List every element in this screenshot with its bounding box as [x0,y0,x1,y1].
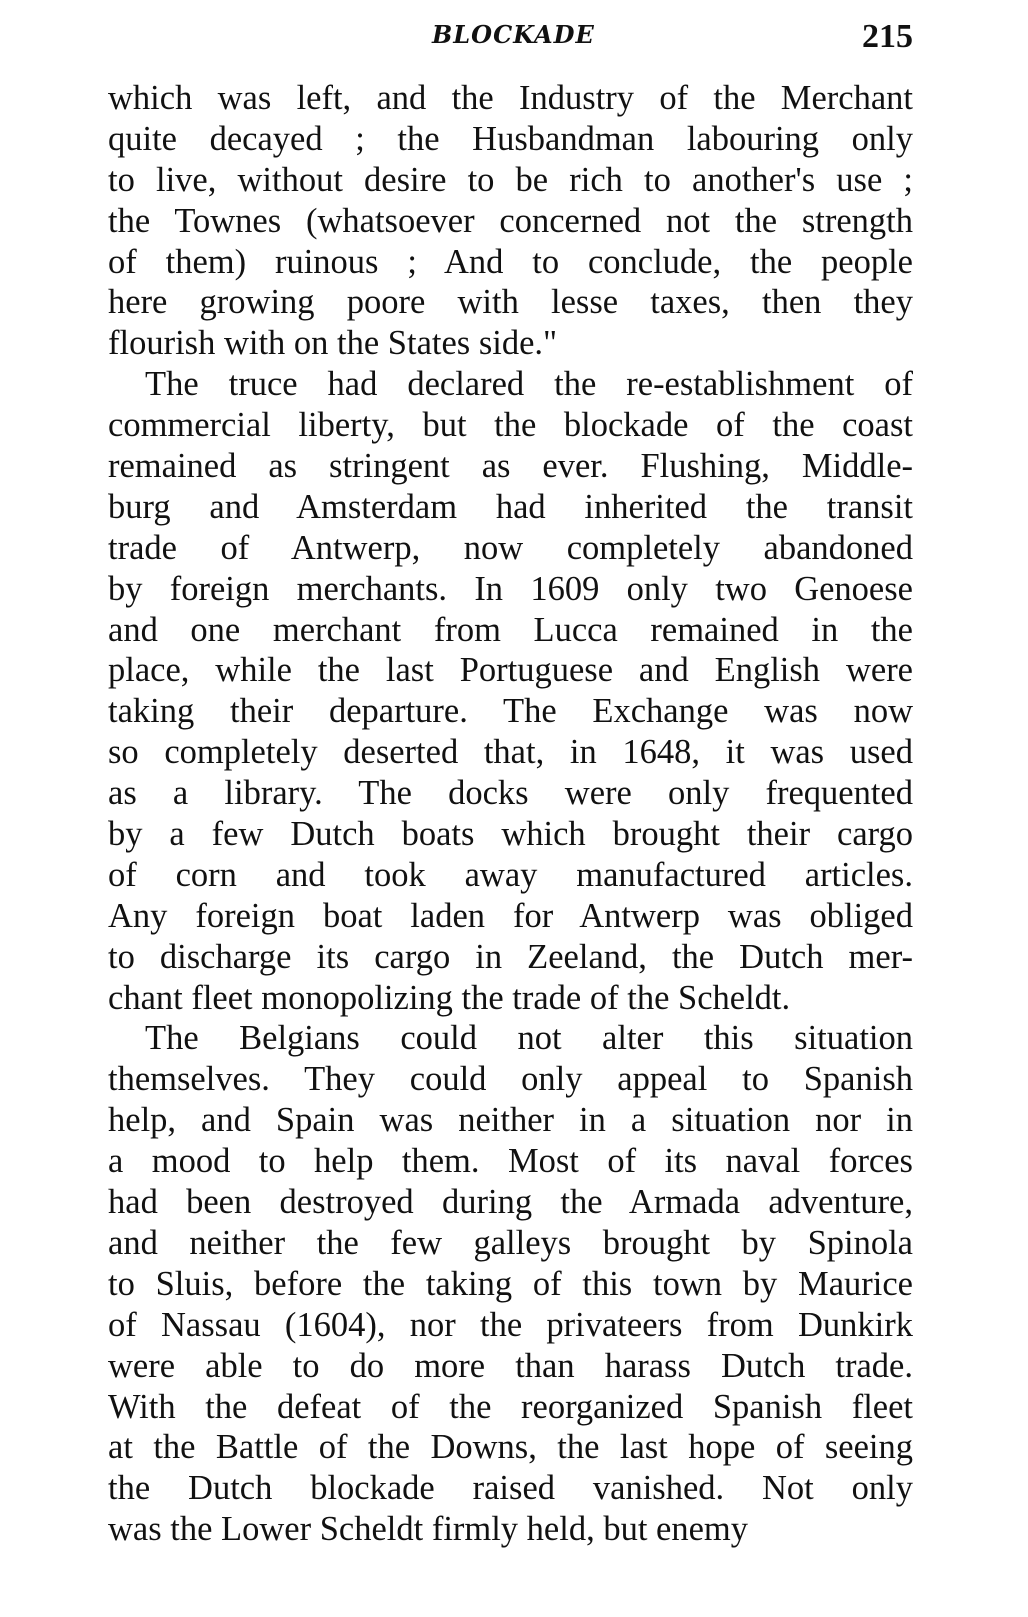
text-line: to Sluis, before the taking of this town by Maurice [108,1264,913,1303]
text-line: quite decayed ; the Husbandman labouring only [108,119,913,158]
text-line: of Nassau (1604), nor the privateers from Dunkirk [108,1305,913,1344]
text-line: of them) ruinous ; And to conclude, the people [108,242,913,281]
text-line: to discharge its cargo in Zeeland, the Dutch mer- [108,937,913,976]
running-head [0,18,1028,58]
paragraph [108,78,913,364]
text-line: so completely deserted that, in 1648, it was used [108,733,913,772]
text-line: by a few Dutch boats which brought their cargo [108,815,913,854]
text-line: Any foreign boat laden for Antwerp was obliged [108,896,913,935]
text-line: chant fleet monopolizing the trade of the Scheldt. [108,978,791,1017]
text-line: commercial liberty, but the blockade of the coast [108,406,913,445]
running-title: BLOCKADE [432,20,595,49]
text-line: remained as stringent as ever. Flushing, Middle- [108,447,913,486]
text-line: of corn and took away manufactured articles. [108,855,913,894]
text-line: was the Lower Scheldt firmly held, but enemy [108,1510,749,1549]
text-line: as a library. The docks were only frequented [108,774,913,813]
paragraph [108,364,913,1018]
text-line: burg and Amsterdam had inherited the transit [108,487,913,526]
text-line: a mood to help them. Most of its naval forces [108,1142,913,1181]
text-line: trade of Antwerp, now completely abandoned [108,528,913,567]
text-line: were able to do more than harass Dutch trade. [108,1346,913,1385]
text-line: place, while the last Portuguese and English were [108,651,913,690]
text-line: themselves. They could only appeal to Spanish [108,1060,913,1099]
text-line: which was left, and the Industry of the Merchant [108,79,913,117]
page-number: 215 [862,18,913,55]
text-line: With the defeat of the reorganized Spanish fleet [108,1387,913,1426]
text-line: had been destroyed during the Armada adventure, [108,1183,913,1222]
text-line: The truce had declared the re-establishment of [145,365,913,404]
text-line: the Townes (whatsoever concerned not the strength [108,201,913,240]
text-line: to live, without desire to be rich to another's use ; [108,160,913,199]
text-line: here growing poore with lesse taxes, then they [108,283,913,322]
text-line: The Belgians could not alter this situation [145,1019,913,1058]
text-line: at the Battle of the Downs, the last hope of seeing [108,1428,913,1467]
text-line: and one merchant from Lucca remained in the [108,610,913,649]
text-line: taking their departure. The Exchange was now [108,692,913,731]
text-line: and neither the few galleys brought by Spinola [108,1223,913,1262]
text-line: flourish with on the States side." [108,324,558,363]
text-line: help, and Spain was neither in a situation nor in [108,1101,913,1140]
paragraph [108,1018,913,1550]
body-text [108,78,913,1550]
text-line: by foreign merchants. In 1609 only two Genoese [108,569,913,608]
text-line: the Dutch blockade raised vanished. Not only [108,1469,913,1508]
